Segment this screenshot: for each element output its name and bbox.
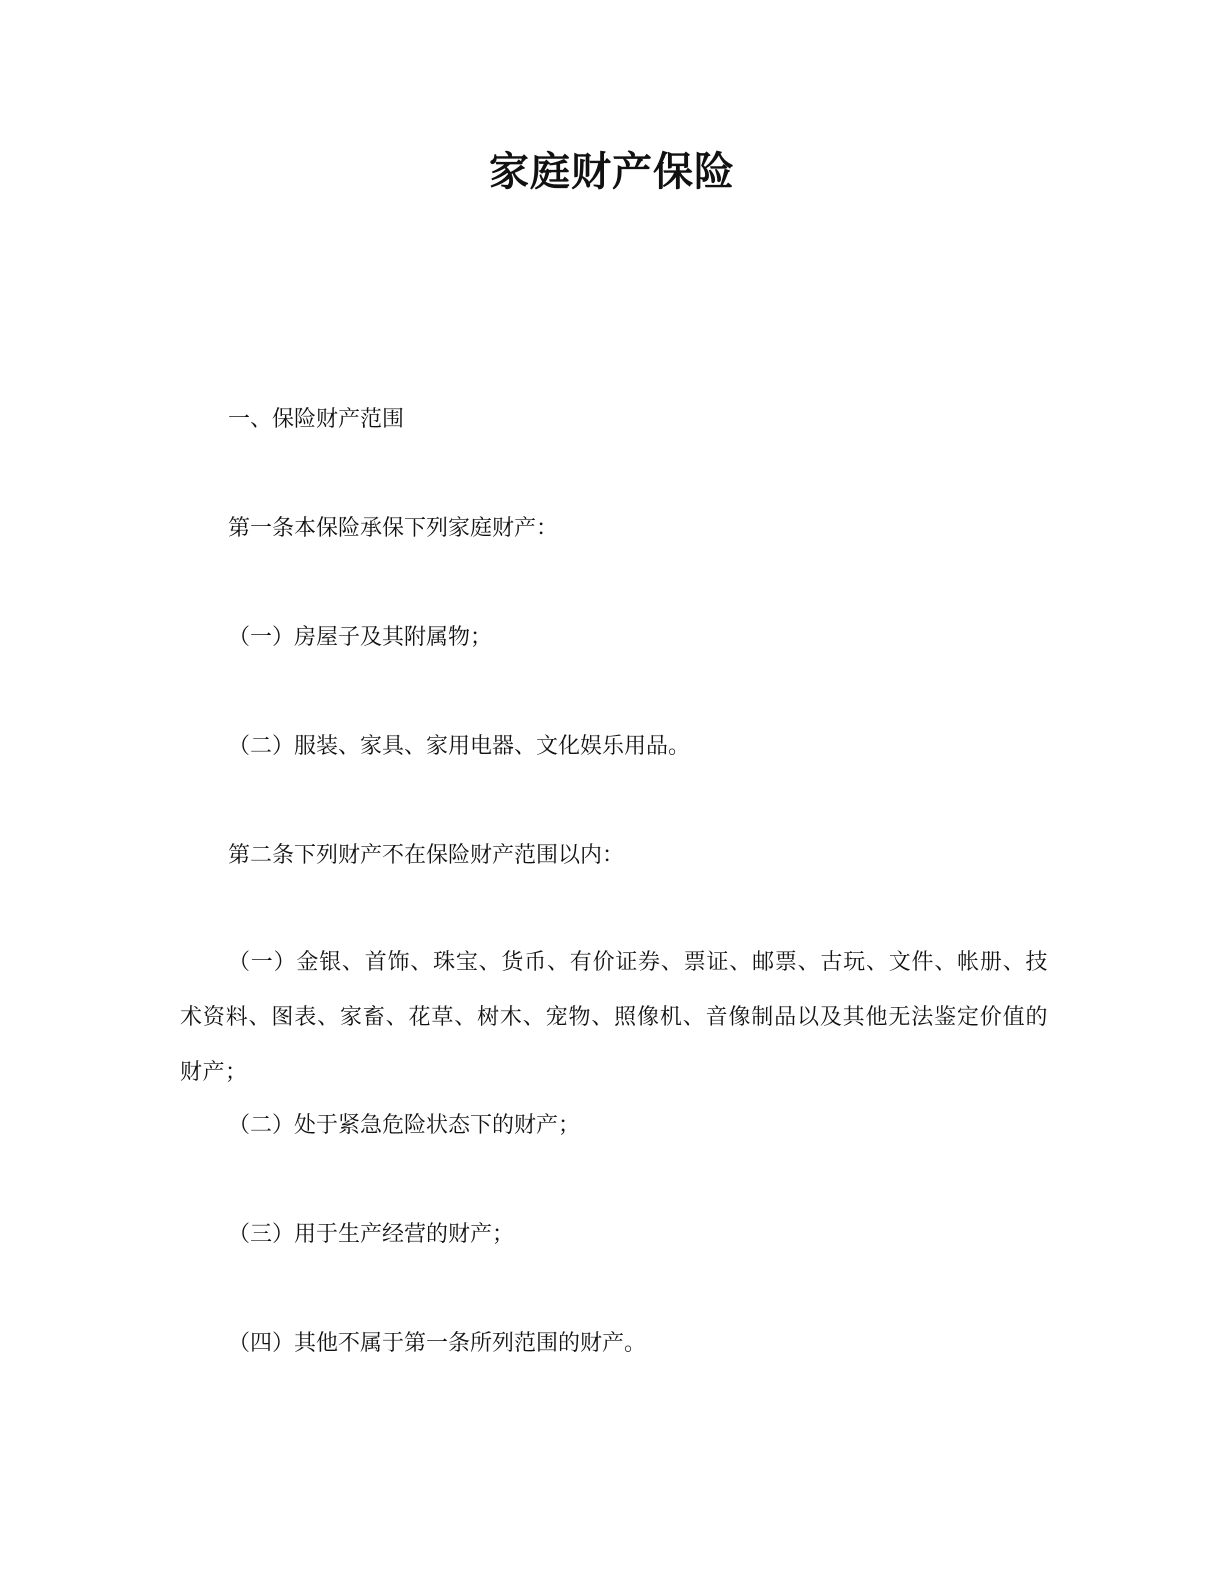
- article-two-item-3: （三）用于生产经营的财产；: [228, 1222, 515, 1247]
- article-two-item-4: （四）其他不属于第一条所列范围的财产。: [228, 1331, 647, 1356]
- article-one-item-1: （一）房屋子及其附属物；: [228, 625, 493, 650]
- article-two-item-2: （二）处于紧急危险状态下的财产；: [228, 1113, 581, 1138]
- article-one-item-2: （二）服装、家具、家用电器、文化娱乐用品。: [228, 734, 691, 759]
- article-two-intro: 第二条下列财产不在保险财产范围以内：: [228, 843, 625, 868]
- article-one-intro: 第一条本保险承保下列家庭财产：: [228, 516, 559, 541]
- document-title: 家庭财产保险: [489, 149, 735, 195]
- section-heading-insured-property-scope: 一、保险财产范围: [228, 407, 405, 432]
- article-two-item-1: （一）金银、首饰、珠宝、货币、有价证券、票证、邮票、古玩、文件、帐册、技术资料、图表、家畜、花草、树木、宠物、照像机、音像制品以及其他无法鉴定价值的财产；: [180, 950, 1048, 1085]
